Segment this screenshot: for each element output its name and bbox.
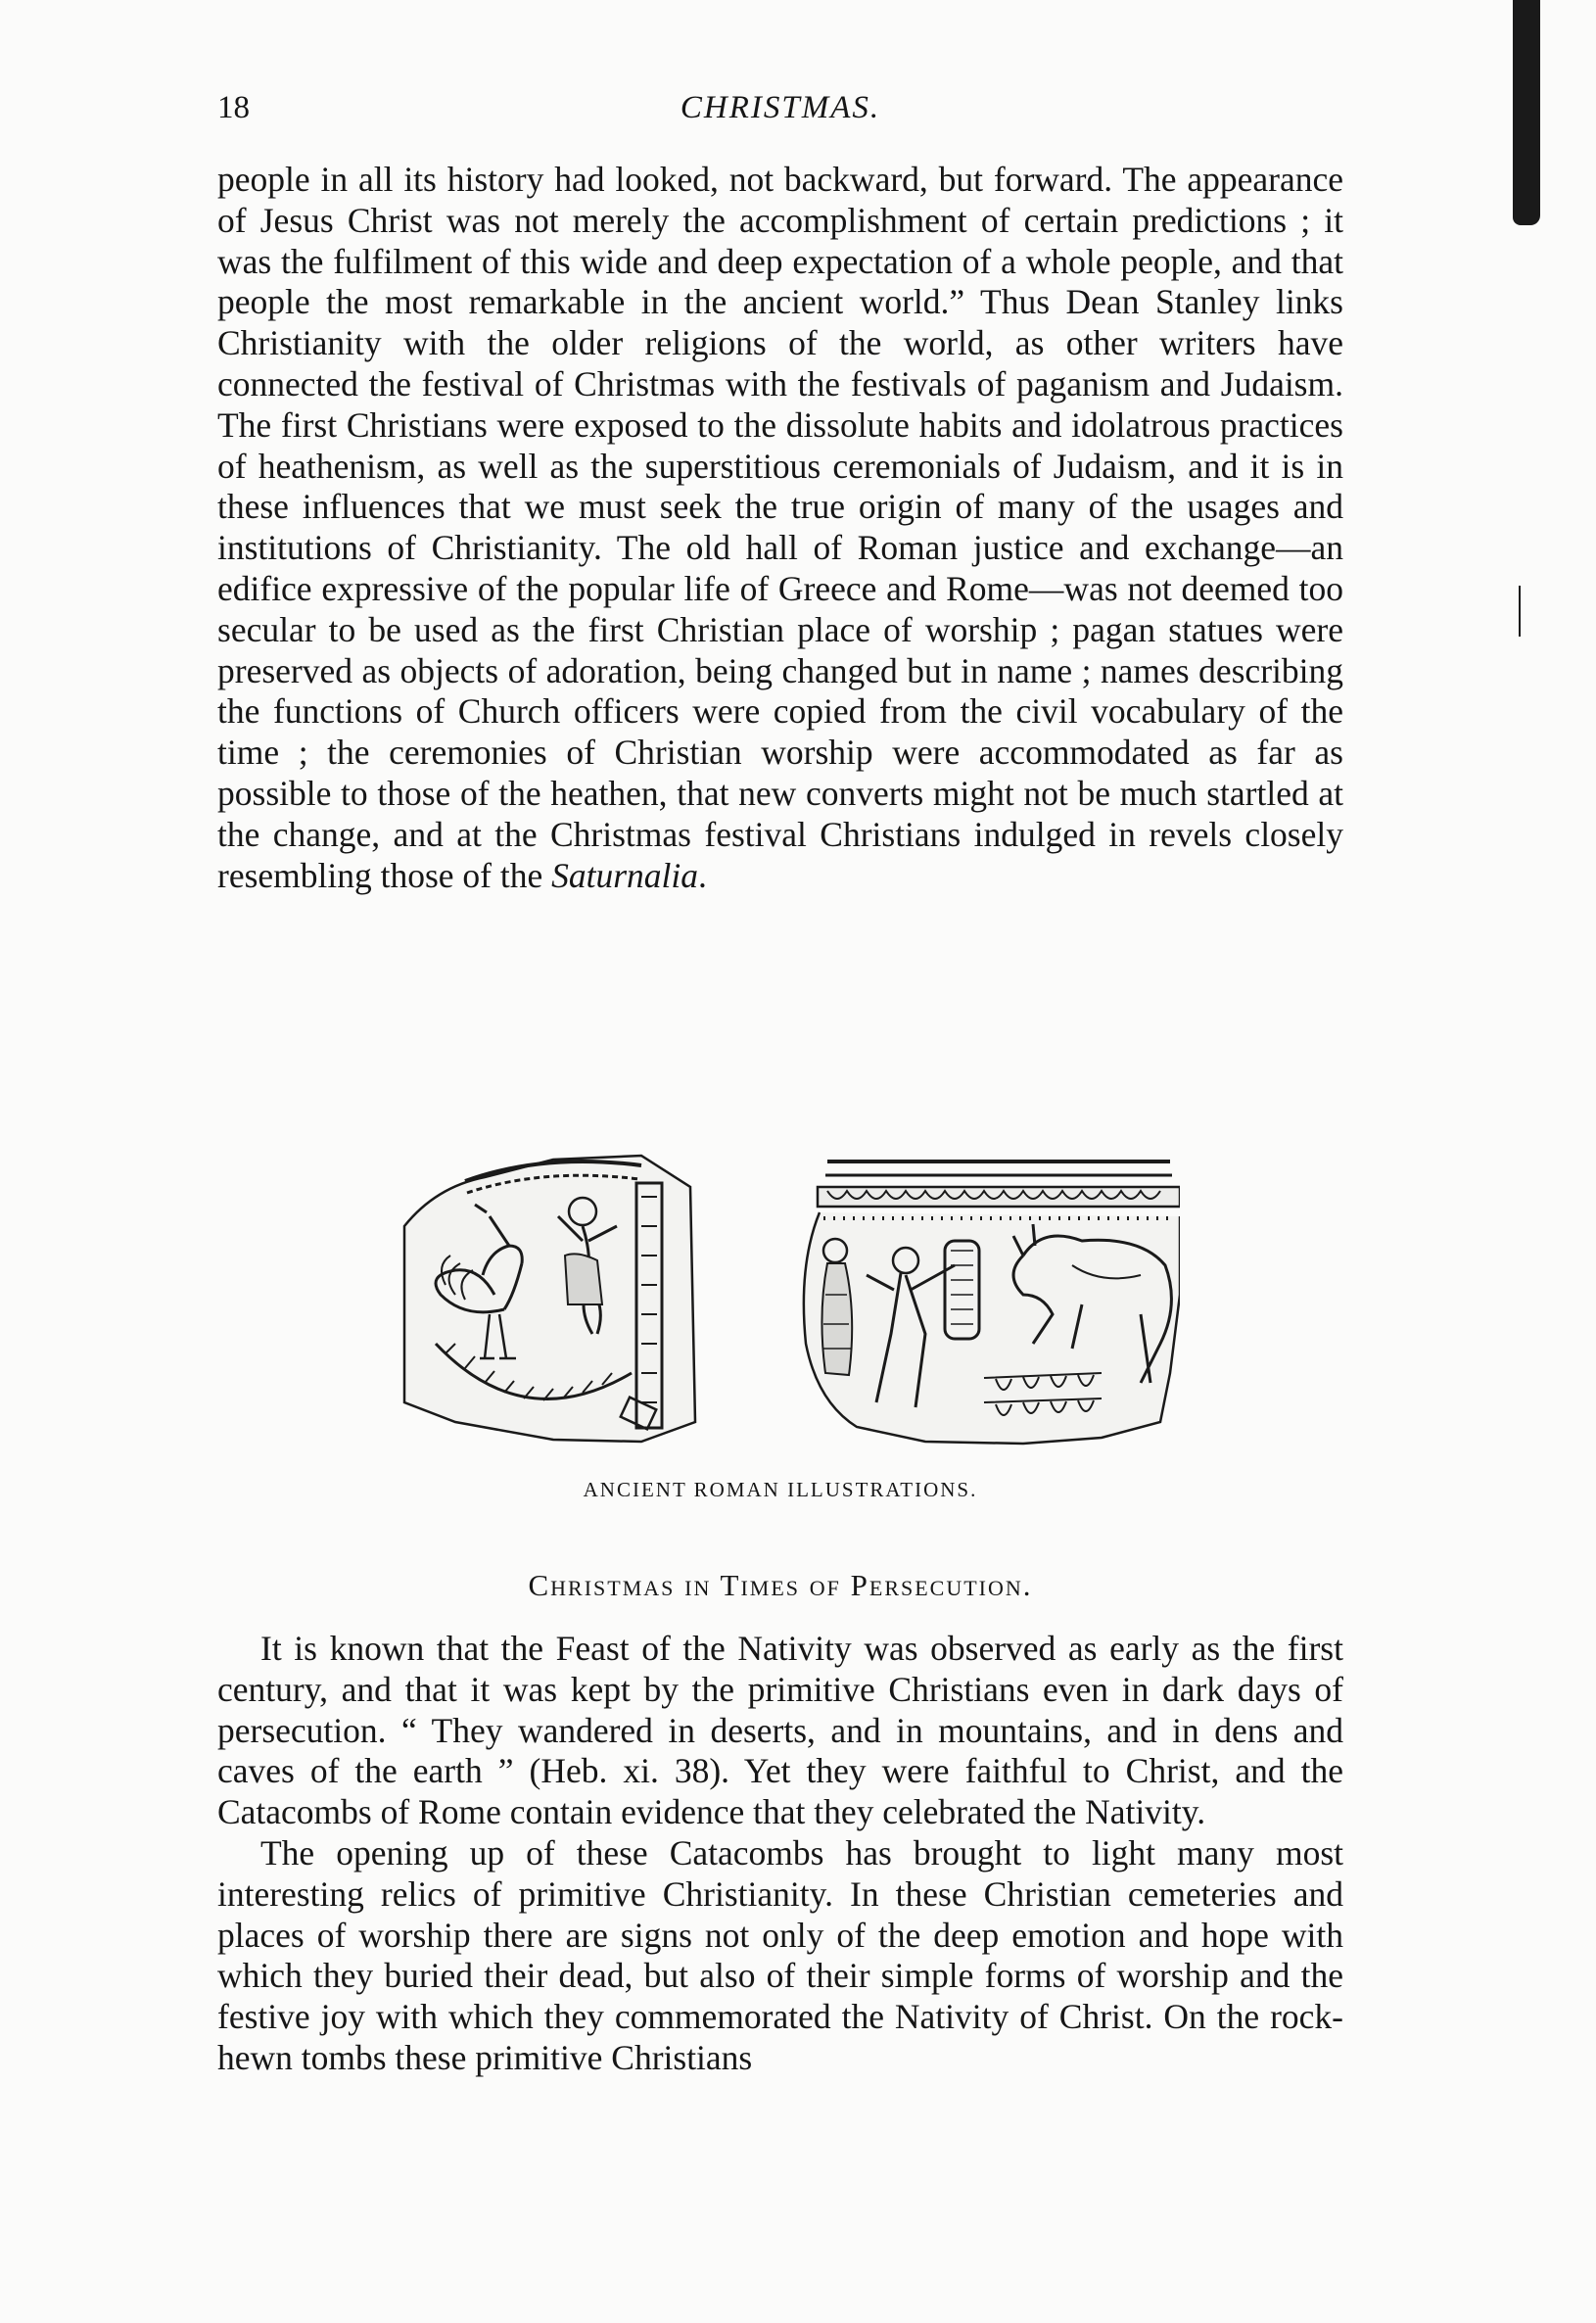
section-heading: Christmas in Times of Persecution. (528, 1568, 1033, 1602)
paragraph-continued (217, 160, 1343, 896)
scan-edge-mark (1513, 0, 1540, 225)
roman-illustrations-image (397, 1148, 1180, 1446)
scan-edge-line (1519, 586, 1521, 637)
roman-illustrations-figure (397, 1148, 1180, 1446)
paragraph-1-text: people in all its history had looked, not backward, but forward. The appearance of Jesus Christ was not merely the accomplishment of certain predictions ; it was the fulfilment of this wide and deep expectation of a whole people, and that people the most remarkable in the ancient world.” Thus Dean Stanley links Christianity with the older religions of the world, as other writers have connected the festival of Christmas with the festivals of paganism and Judaism. The first Christians were exposed to the dissolute habits and idolatrous practices of heathenism, as well as the superstitious ceremonials of Judaism, and it is in these influences that we must seek the true origin of many of the usages and institutions of Christianity. The old hall of Roman justice and exchange—an edifice expressive of the popular life of Greece and Rome—was not deemed too secular to be used as the first Christian place of worship ; pagan statues were preserved as objects of adoration, being changed but in name ; names describing the functions of Church officers were copied from the civil vocabulary of the time ; the ceremonies of Christian worship were accommodated as far as possible to those of the heathen, that new converts might not be much startled at the change, and at the Christmas festival Christians indulged in revels closely resembling those of the (217, 160, 1343, 895)
running-head (217, 90, 1343, 133)
fresco-fragment-left (404, 1156, 695, 1442)
vessel-fragment-right (804, 1162, 1180, 1444)
paragraph-1-end: . (698, 855, 707, 895)
page-number: 18 (217, 90, 250, 125)
figure-caption: ANCIENT ROMAN ILLUSTRATIONS. (583, 1478, 978, 1501)
saturnalia-italic: Saturnalia (551, 855, 699, 895)
paragraph-2: It is known that the Feast of the Nativity was observed as early as the first century, and that it was kept by the primitive Christians even in dark days of persecution. “ They wandered in deserts, and in mountains, and in dens and caves of the earth ” (Heb. xi. 38). Yet they were faithful to Christ, and the Catacombs of Rome contain evidence that they celebrated the Nativity. (217, 1629, 1343, 1832)
paragraph-3: The opening up of these Catacombs has brought to light many most interesting relics of primitive Christianity. In these Christian cemeteries and places of worship there are signs not only of the deep emotion and hope with which they buried their dead, but also of their simple forms of worship and the festive joy with which they commemorated the Nativity of Christ. On the rock-hewn tombs these primitive Christians (217, 1832, 1343, 2077)
section-body (217, 1629, 1343, 2079)
running-title: CHRISTMAS. (680, 90, 881, 125)
